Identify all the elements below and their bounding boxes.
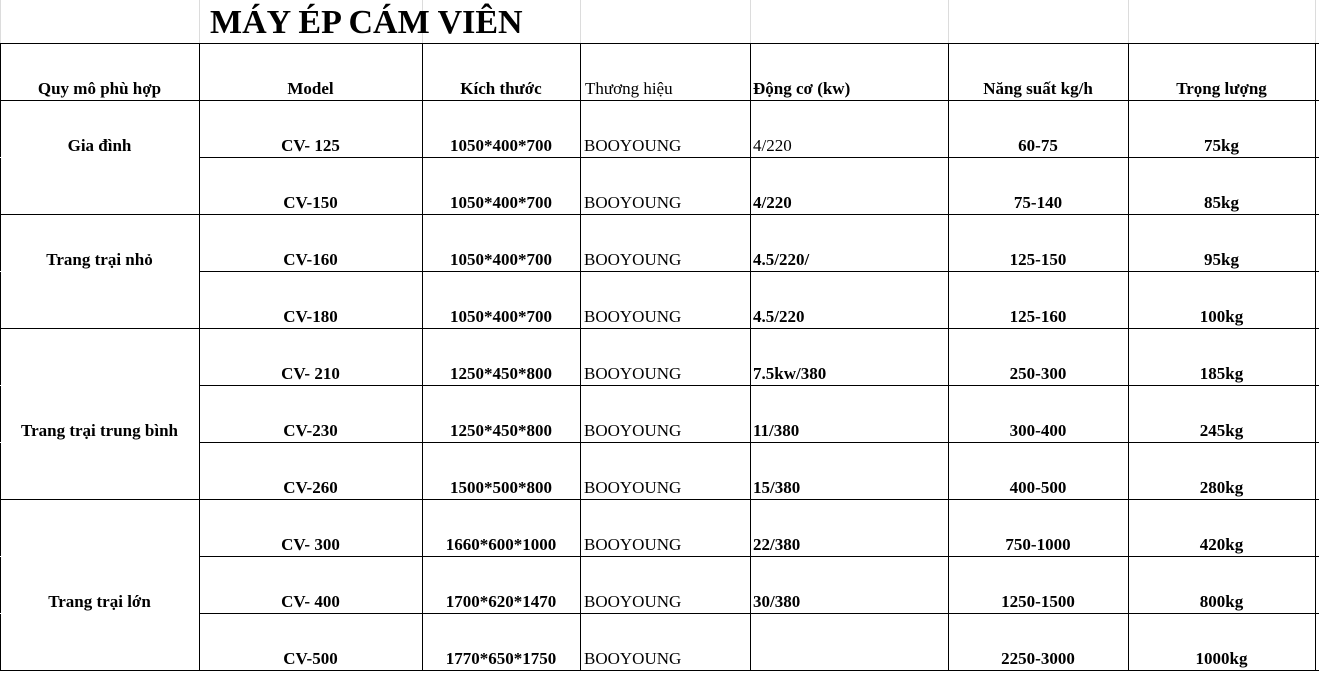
row-capacity: 60-75 bbox=[1018, 136, 1058, 155]
row-model: CV-150 bbox=[283, 193, 338, 212]
merged-cell-mask bbox=[0, 385, 199, 386]
row-model: CV-260 bbox=[283, 478, 338, 497]
row-engine: 4.5/220 bbox=[753, 307, 805, 326]
row-weight: 75kg bbox=[1204, 136, 1239, 155]
row-engine: 22/380 bbox=[753, 535, 801, 554]
row-model: CV- 300 bbox=[281, 535, 340, 554]
row-model: CV-160 bbox=[283, 250, 338, 269]
row-capacity: 300-400 bbox=[1009, 421, 1067, 440]
table-row-border bbox=[0, 499, 1319, 500]
row-capacity: 125-160 bbox=[1009, 307, 1067, 326]
merged-cell-mask bbox=[0, 271, 199, 272]
row-size: 1500*500*800 bbox=[450, 478, 552, 497]
row-engine: 30/380 bbox=[753, 592, 801, 611]
row-size: 1050*400*700 bbox=[450, 250, 552, 269]
table-row-border bbox=[0, 214, 1319, 215]
row-size: 1050*400*700 bbox=[450, 193, 552, 212]
row-model: CV-230 bbox=[283, 421, 338, 440]
row-weight: 85kg bbox=[1204, 193, 1239, 212]
row-size: 1250*450*800 bbox=[450, 421, 552, 440]
row-brand: BOOYOUNG bbox=[584, 592, 682, 611]
sheet-title: MÁY ÉP CÁM VIÊN bbox=[210, 4, 523, 41]
row-brand: BOOYOUNG bbox=[584, 421, 682, 440]
row-size: 1770*650*1750 bbox=[445, 649, 557, 668]
gridline-vertical bbox=[948, 0, 949, 43]
row-brand: BOOYOUNG bbox=[584, 307, 682, 326]
row-model: CV-180 bbox=[283, 307, 338, 326]
row-capacity: 400-500 bbox=[1009, 478, 1067, 497]
row-capacity: 1250-1500 bbox=[1001, 592, 1075, 611]
gridline-vertical bbox=[1128, 0, 1129, 43]
row-weight: 185kg bbox=[1199, 364, 1244, 383]
row-engine: 4/220 bbox=[753, 136, 792, 155]
row-brand: BOOYOUNG bbox=[584, 193, 682, 212]
merged-cell-mask bbox=[0, 613, 199, 614]
row-engine: 11/380 bbox=[753, 421, 800, 440]
row-capacity: 250-300 bbox=[1009, 364, 1067, 383]
row-model: CV- 210 bbox=[281, 364, 340, 383]
merged-cell-mask bbox=[0, 556, 199, 557]
gridline-vertical bbox=[0, 0, 1, 43]
header-scale: Quy mô phù hợp bbox=[37, 79, 162, 98]
merged-cell-mask bbox=[0, 157, 199, 158]
row-size: 1250*450*800 bbox=[450, 364, 552, 383]
header-capacity: Năng suất kg/h bbox=[983, 79, 1093, 98]
table-column-border bbox=[750, 43, 751, 670]
gridline-vertical bbox=[1315, 0, 1316, 43]
header-weight: Trọng lượng bbox=[1176, 79, 1267, 98]
row-size: 1050*400*700 bbox=[450, 307, 552, 326]
row-model: CV-500 bbox=[283, 649, 338, 668]
row-weight: 280kg bbox=[1199, 478, 1244, 497]
group-label: Trang trại trung bình bbox=[21, 421, 178, 440]
group-label: Trang trại lớn bbox=[48, 592, 151, 611]
row-brand: BOOYOUNG bbox=[584, 535, 682, 554]
row-capacity: 125-150 bbox=[1009, 250, 1067, 269]
group-label: Trang trại nhỏ bbox=[46, 250, 153, 269]
row-capacity: 75-140 bbox=[1013, 193, 1063, 212]
gridline-vertical bbox=[580, 0, 581, 43]
row-size: 1700*620*1470 bbox=[445, 592, 557, 611]
row-weight: 420kg bbox=[1199, 535, 1244, 554]
row-size: 1050*400*700 bbox=[450, 136, 552, 155]
header-model: Model bbox=[287, 79, 334, 98]
gridline-vertical bbox=[199, 0, 200, 43]
row-weight: 100kg bbox=[1199, 307, 1244, 326]
row-size: 1660*600*1000 bbox=[445, 535, 557, 554]
row-model: CV- 125 bbox=[281, 136, 340, 155]
row-engine: 7.5kw/380 bbox=[753, 364, 827, 383]
table-row-border bbox=[0, 670, 1319, 671]
row-brand: BOOYOUNG bbox=[584, 478, 682, 497]
table-column-border bbox=[1315, 43, 1316, 670]
row-weight: 800kg bbox=[1199, 592, 1244, 611]
table-row-border bbox=[0, 43, 1319, 44]
row-weight: 1000kg bbox=[1195, 649, 1248, 668]
row-engine: 4.5/220/ bbox=[753, 250, 810, 269]
row-capacity: 2250-3000 bbox=[1001, 649, 1075, 668]
table-column-border bbox=[580, 43, 581, 670]
table-row-border bbox=[0, 328, 1319, 329]
row-engine: 4/220 bbox=[753, 193, 792, 212]
group-label: Gia đình bbox=[67, 136, 132, 155]
header-brand: Thương hiệu bbox=[585, 79, 673, 98]
merged-cell-mask bbox=[0, 442, 199, 443]
row-model: CV- 400 bbox=[281, 592, 340, 611]
gridline-vertical bbox=[750, 0, 751, 43]
table-row-border bbox=[0, 100, 1319, 101]
row-brand: BOOYOUNG bbox=[584, 250, 682, 269]
row-engine: 15/380 bbox=[753, 478, 801, 497]
row-weight: 95kg bbox=[1204, 250, 1239, 269]
header-size: Kích thước bbox=[460, 79, 542, 98]
header-engine: Động cơ (kw) bbox=[753, 79, 851, 98]
row-brand: BOOYOUNG bbox=[584, 136, 682, 155]
row-brand: BOOYOUNG bbox=[584, 649, 682, 668]
row-capacity: 750-1000 bbox=[1005, 535, 1071, 554]
row-weight: 245kg bbox=[1199, 421, 1244, 440]
row-brand: BOOYOUNG bbox=[584, 364, 682, 383]
